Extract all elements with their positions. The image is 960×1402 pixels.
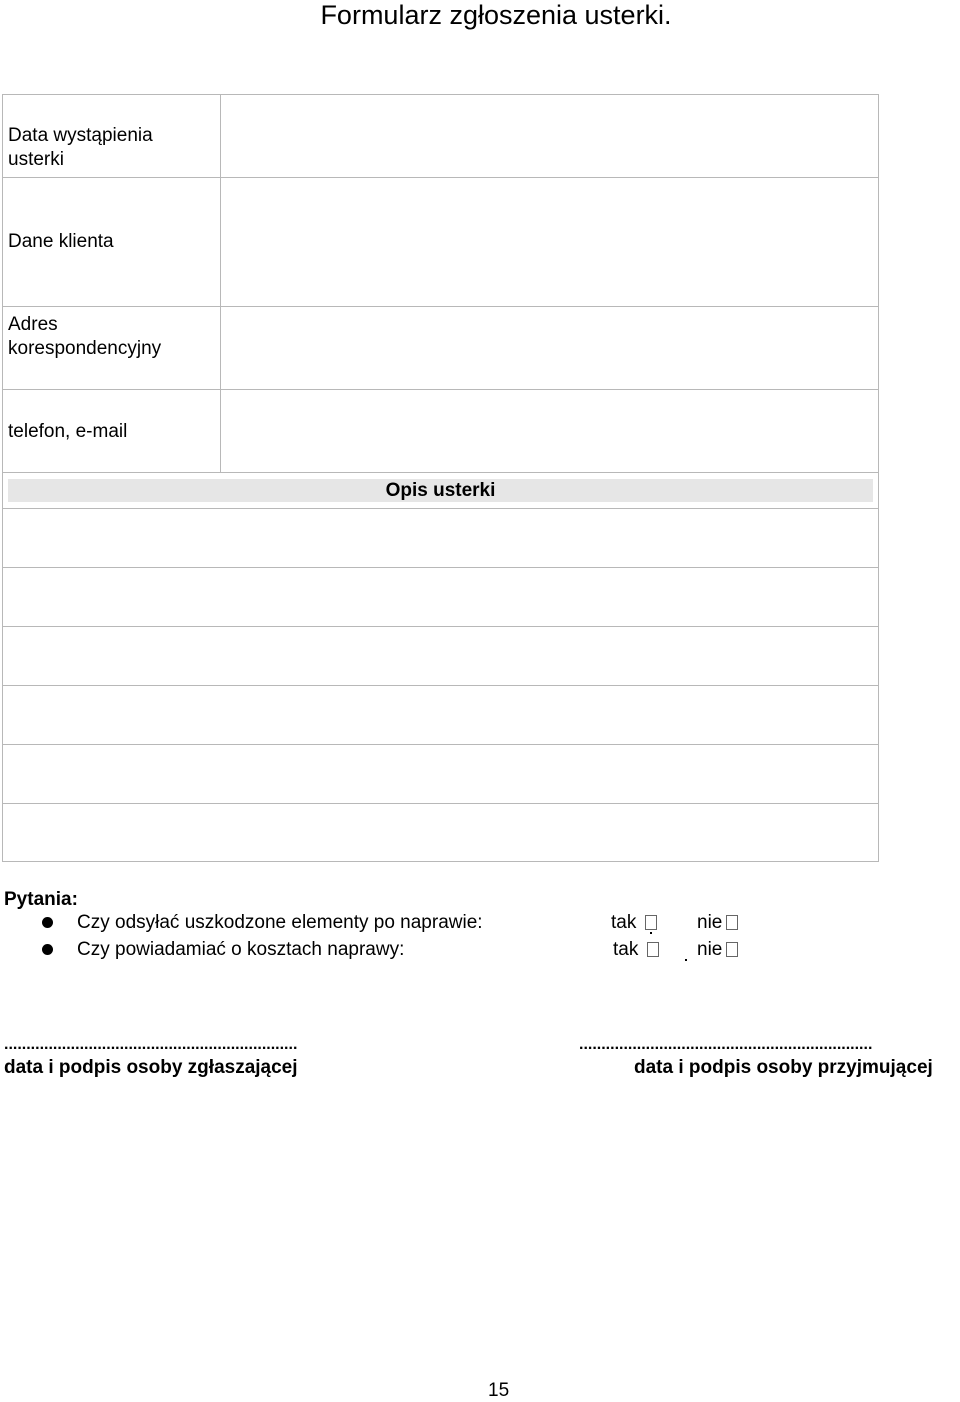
- signature-line-right: ..................................................................: [579, 1036, 873, 1053]
- table-row-divider: [2, 508, 879, 509]
- table-row-divider: [2, 744, 879, 745]
- field-label-line: Dane klienta: [8, 231, 114, 252]
- field-label-line: korespondencyjny: [8, 338, 162, 359]
- signature-label-right: data i podpis osoby przyjmującej: [634, 1057, 933, 1078]
- bullet-icon: [42, 944, 53, 955]
- description-header: Opis usterki: [8, 479, 873, 502]
- no-option-label: nie: [697, 939, 723, 960]
- field-value-address[interactable]: [222, 308, 877, 388]
- table-row-divider: [2, 626, 879, 627]
- question-text: Czy odsyłać uszkodzone elementy po naprawie:: [77, 912, 483, 933]
- no-option-label: nie: [697, 912, 723, 933]
- bullet-icon: [42, 917, 53, 928]
- table-row-divider: [2, 472, 879, 473]
- yes-checkbox[interactable]: [647, 942, 659, 957]
- yes-option-label: tak: [611, 912, 637, 933]
- field-value-client[interactable]: [222, 179, 877, 305]
- table-border-right: [878, 94, 879, 862]
- description-row[interactable]: [4, 569, 877, 625]
- questions-heading: Pytania:: [4, 889, 78, 910]
- description-row[interactable]: [4, 746, 877, 802]
- field-label-line: usterki: [8, 149, 64, 170]
- field-label-line: Adres: [8, 314, 58, 335]
- table-row-divider: [2, 803, 879, 804]
- question-text: Czy powiadamiać o kosztach naprawy:: [77, 939, 405, 960]
- yes-checkbox[interactable]: [645, 915, 657, 930]
- table-row-divider: [2, 685, 879, 686]
- field-label-date: [8, 124, 153, 172]
- signature-line-left: ..................................................................: [4, 1036, 298, 1053]
- field-label-address: [8, 313, 161, 361]
- no-checkbox[interactable]: [726, 942, 738, 957]
- description-row[interactable]: [4, 805, 877, 860]
- field-label-line: telefon, e-mail: [8, 421, 128, 442]
- dot-mark: [650, 932, 652, 934]
- description-row[interactable]: [4, 687, 877, 743]
- table-column-divider: [220, 94, 221, 473]
- field-label-line: Data wystąpienia: [8, 125, 153, 146]
- table-border-left: [2, 94, 3, 862]
- description-row[interactable]: [4, 510, 877, 566]
- dot-mark: [685, 959, 687, 961]
- table-border-bottom: [2, 861, 879, 862]
- page-number: 15: [488, 1380, 510, 1401]
- table-row-divider: [2, 306, 879, 307]
- no-checkbox[interactable]: [726, 915, 738, 930]
- description-row[interactable]: [4, 628, 877, 684]
- field-label-contact: [8, 420, 127, 444]
- field-label-client: [8, 230, 114, 254]
- page-title: Formularz zgłoszenia usterki.: [320, 0, 672, 30]
- yes-option-label: tak: [613, 939, 639, 960]
- table-border-top: [2, 94, 879, 95]
- signature-label-left: data i podpis osoby zgłaszającej: [4, 1057, 298, 1078]
- field-value-date[interactable]: [222, 96, 877, 176]
- field-value-contact[interactable]: [222, 391, 877, 471]
- table-row-divider: [2, 567, 879, 568]
- table-row-divider: [2, 177, 879, 178]
- table-row-divider: [2, 389, 879, 390]
